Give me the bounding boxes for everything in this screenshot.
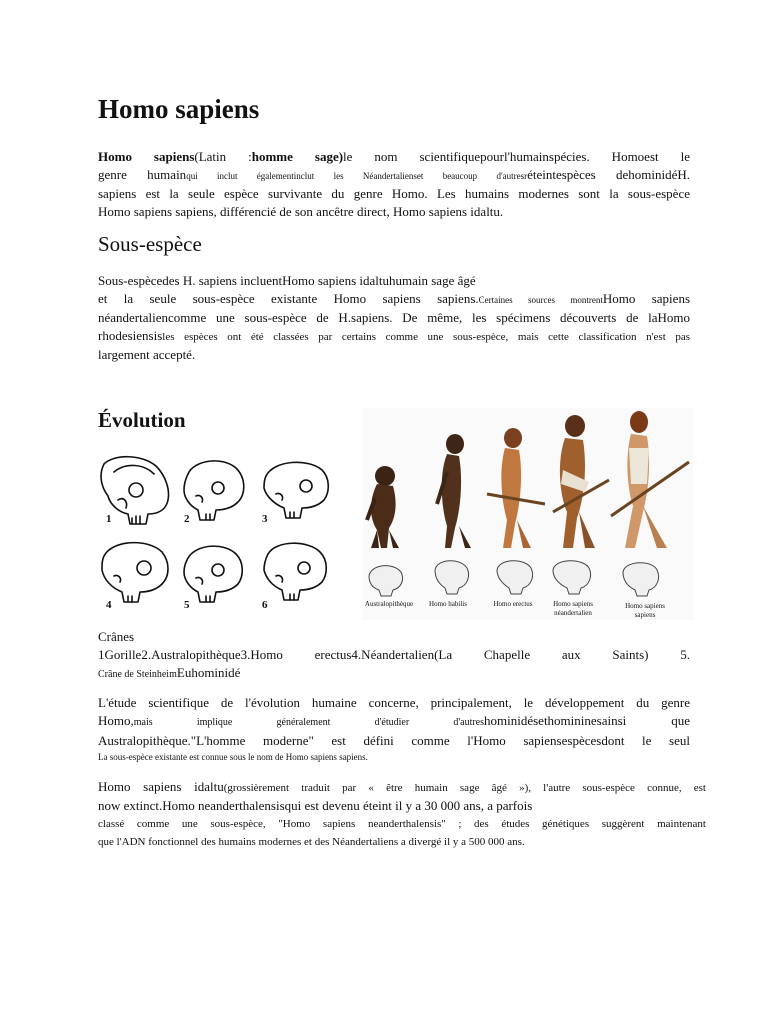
subspecies-line-1: Sous-espècedes H. sapiens incluentHomo sapiens idaltuhumain sage âgé [98, 273, 476, 288]
skulls-caption [98, 646, 690, 684]
intro-latin-meaning: homme sage) [251, 149, 344, 164]
subspecies-paragraph [98, 272, 690, 364]
idaltu-small-text: (grossièrement traduit par « être humain sage âgé »), l'autre sous-espèce connue, est [223, 782, 706, 794]
subspecies-small-text: les espèces ont été classées par certains comme une sous-espèce, mais cette classification n'est pas [162, 331, 690, 343]
human-evolution-illustration [363, 408, 693, 620]
skull-number-1: 1 [106, 513, 112, 525]
idaltu-paragraph [98, 778, 706, 851]
march-label-erectus: Homo erectus [493, 600, 533, 608]
study-line-4: La sous-espèce existante est connue sous le nom de Homo sapiens sapiens. [98, 752, 368, 762]
idaltu-text: Homo sapiens idaltu [98, 779, 224, 794]
subspecies-line-2 [98, 290, 690, 309]
subspecies-small-text: Certaines sources montrent [478, 295, 603, 305]
subspecies-heading: Sous-espèce [98, 232, 202, 256]
skulls-figure [96, 452, 336, 617]
skull-erectus-drawing [264, 462, 328, 518]
study-paragraph [98, 694, 690, 764]
march-label-habilis: Homo habilis [429, 600, 467, 608]
subspecies-text: Homo sapiens [602, 291, 690, 306]
subspecies-line-5: largement accepté. [98, 347, 196, 362]
study-small-text: mais implique généralement d'étudier d'autres [133, 717, 485, 728]
study-line-2 [98, 712, 690, 732]
subspecies-line-3: néandertaliencomme une sous-espèce de H.sapiens. De même, les spécimens découverts de laHomo [98, 310, 690, 325]
intro-line-4: Homo sapiens sapiens, différencié de son ancêtre direct, Homo sapiens idaltu. [98, 204, 504, 219]
skull-australopithecus-drawing [184, 461, 244, 520]
skull-euhominid-drawing [264, 543, 326, 600]
study-text: Homo, [98, 713, 134, 728]
intro-small-text: qui inclut égalementinclut les Néandertalienset beaucoup d'autresr [186, 171, 528, 181]
intro-term: Homo sapiens [98, 149, 195, 164]
march-label-neanderthal: Homo sapiens néandertalien [553, 600, 593, 617]
intro-text: genre humain [98, 167, 187, 182]
skull-neanderthal-drawing [102, 543, 168, 602]
idaltu-line-1 [98, 778, 706, 797]
intro-line-2 [98, 166, 690, 185]
skulls-caption-line-1: 1Gorille2.Australopithèque3.Homo erectus4.Néandertalien(La Chapelle aux Saints) 5. [98, 647, 690, 662]
skull-number-6: 6 [262, 599, 268, 611]
subspecies-text: et la seule sous-espèce existante Homo sapiens sapiens. [98, 291, 479, 306]
skull-number-4: 4 [106, 599, 112, 611]
skull-number-3: 3 [262, 513, 268, 525]
subspecies-line-4 [98, 327, 690, 346]
caption-small-text: Crâne de Steinheim [98, 669, 177, 680]
study-line-3: Australopithèque."L'homme moderne" est défini comme l'Homo sapiensespècesdont le seul [98, 733, 690, 748]
march-label-australopithecus: Australopithèque [364, 600, 414, 608]
page-title: Homo sapiens [98, 94, 260, 124]
intro-paragraph [98, 148, 690, 221]
evolution-heading: Évolution [98, 408, 186, 432]
study-text: hominidésethomininesainsi que [484, 713, 690, 728]
intro-line-1 [98, 148, 690, 166]
study-line-1: L'étude scientifique de l'évolution humaine concerne, principalement, le développement du genre [98, 695, 690, 710]
idaltu-line-2: now extinct.Homo neanderthalensisqui est devenu éteint il y a 30 000 ans, a parfois [98, 798, 533, 813]
intro-latin-label: (Latin : [194, 149, 252, 164]
intro-line-3: sapiens est la seule espèce survivante du genre Homo. Les humains modernes sont la sous-espèce [98, 186, 690, 201]
caption-text: Euhominidé [176, 665, 241, 680]
idaltu-line-3: classé comme une sous-espèce, "Homo sapiens neanderthalensis" ; des études génétiques suggèrent maintenant [98, 818, 706, 830]
march-label-sapiens: Homo sapiens sapiens [625, 602, 665, 619]
skull-number-2: 2 [184, 513, 190, 525]
idaltu-line-4: que l'ADN fonctionnel des humains modernes et des Néandertaliens a divergé il y a 500 000 ans. [98, 836, 525, 848]
skull-number-5: 5 [184, 599, 190, 611]
skulls-caption-line-2 [98, 664, 690, 684]
intro-text: éteintespèces dehominidéH. [527, 167, 690, 182]
skull-steinheim-drawing [184, 546, 242, 602]
subspecies-text: rhodesiensis [98, 328, 163, 343]
intro-text: le nom scientifiquepourl'humainspécies. Homoest le [343, 149, 690, 164]
skulls-caption-title: Crânes [98, 629, 135, 644]
